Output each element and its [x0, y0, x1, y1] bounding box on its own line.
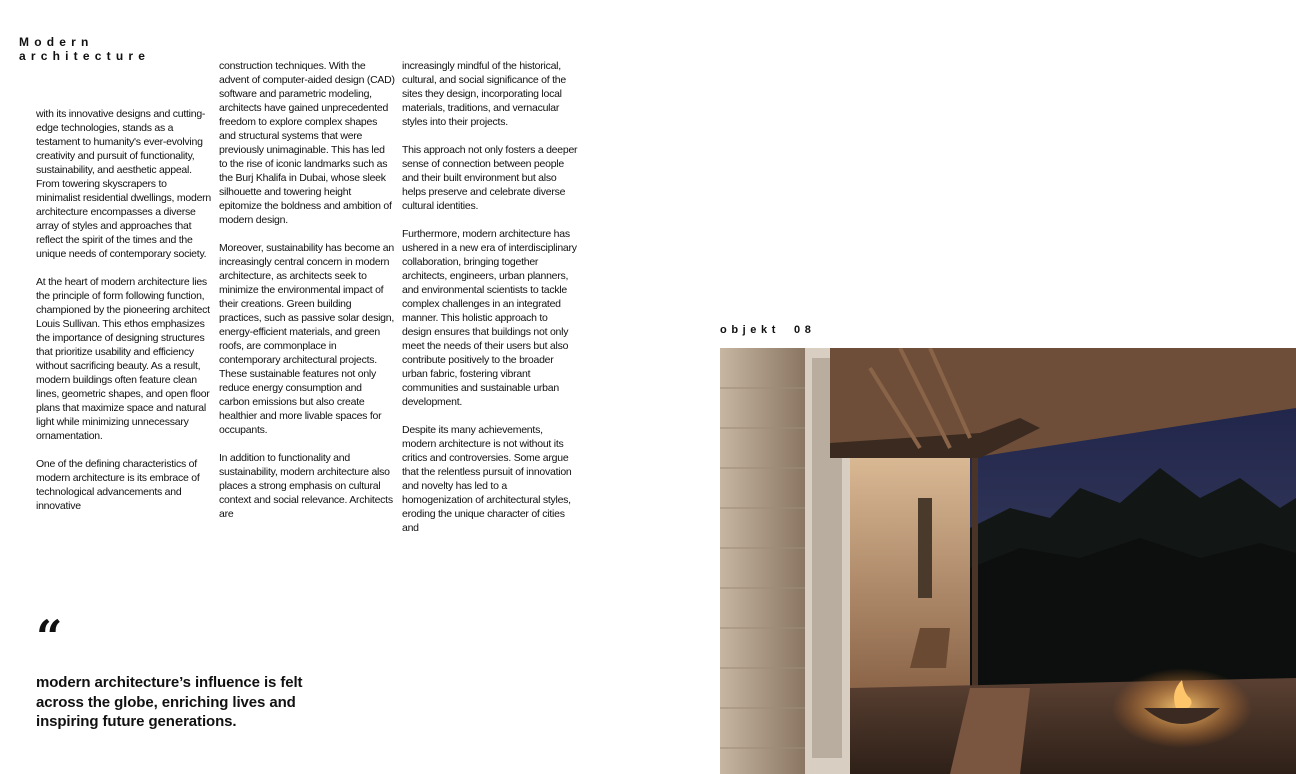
paragraph: construction techniques. With the advent of computer-aided design (CAD) software and parametric modeling, architects have gained unprecedented freedom to explore complex shapes and structural systems that were previously unimaginable. This has led to the rise of iconic landmarks such as the Burj Khalifa in Dubai, whose sleek silhouette and towering height epitomize the boldness and ambition of modern design. — [219, 60, 395, 226]
title-line-1: Modern — [19, 35, 94, 49]
paragraph: One of the defining characteristics of modern architecture is its embrace of technological advancements and innovative — [36, 458, 200, 512]
article-column-1 — [36, 107, 212, 513]
paragraph: with its innovative designs and cutting-edge technologies, stands as a testament to humanity's ever-evolving creativity and pursuit of functionality, sustainability, and aesthetic appeal. From towering skyscrapers to minimalist residential dwellings, modern architecture encompasses a diverse array of styles and approaches that reflect the spirit of the times and the unique needs of contemporary society. — [36, 108, 211, 260]
paragraph: At the heart of modern architecture lies the principle of form following function, championed by the pioneering architect Louis Sullivan. This ethos emphasizes the importance of designing structures that prioritize usability and efficiency without sacrificing beauty. As a result, modern buildings often feature clean lines, geometric shapes, and open floor plans that maximize space and natural light while minimizing unnecessary ornamentation. — [36, 276, 210, 442]
paragraph: This approach not only fosters a deeper sense of connection between people and their built environment but also helps preserve and celebrate diverse cultural identities. — [402, 144, 578, 212]
magazine-title — [19, 35, 150, 63]
quote-mark-icon: “ — [36, 610, 63, 664]
paragraph: Furthermore, modern architecture has ushered in a new era of interdisciplinary collaboration, bringing together architects, engineers, urban planners, and environmental scientists to tackle complex challenges in an integrated manner. This holistic approach to design ensures that buildings not only meet the needs of their users but also contribute positively to the broader urban fabric, fostering vibrant communities and sustainable urban development. — [402, 228, 577, 408]
article-column-2 — [219, 59, 395, 521]
feature-label — [720, 324, 815, 336]
feature-label-text: objekt — [720, 324, 780, 336]
article-column-3 — [402, 59, 578, 535]
paragraph: In addition to functionality and sustainability, modern architecture also places a strong emphasis on cultural context and social relevance. Architects are — [219, 452, 393, 520]
title-line-2: architecture — [19, 49, 151, 63]
paragraph: Despite its many achievements, modern architecture is not without its critics and controversies. Some argue that the relentless pursuit of innovation and novelty has led to a homogenization of architectural styles, eroding the unique character of cities and — [402, 424, 572, 534]
paragraph: Moreover, sustainability has become an increasingly central concern in modern architecture, as architects seek to minimize the environmental impact of their creations. Green building practices, such as passive solar design, energy-efficient materials, and green roofs, are commonplace in contemporary architectural projects. These sustainable features not only reduce energy consumption and carbon emissions but also create healthier and more livable spaces for occupants. — [219, 242, 395, 436]
feature-photo — [720, 348, 1296, 774]
pull-quote: modern architecture’s influence is felt across the globe, enriching lives and inspiring future generations. — [36, 674, 303, 730]
feature-number: 08 — [794, 324, 816, 336]
paragraph: increasingly mindful of the historical, cultural, and social significance of the sites they design, incorporating local materials, traditions, and vernacular styles into their projects. — [402, 60, 566, 128]
